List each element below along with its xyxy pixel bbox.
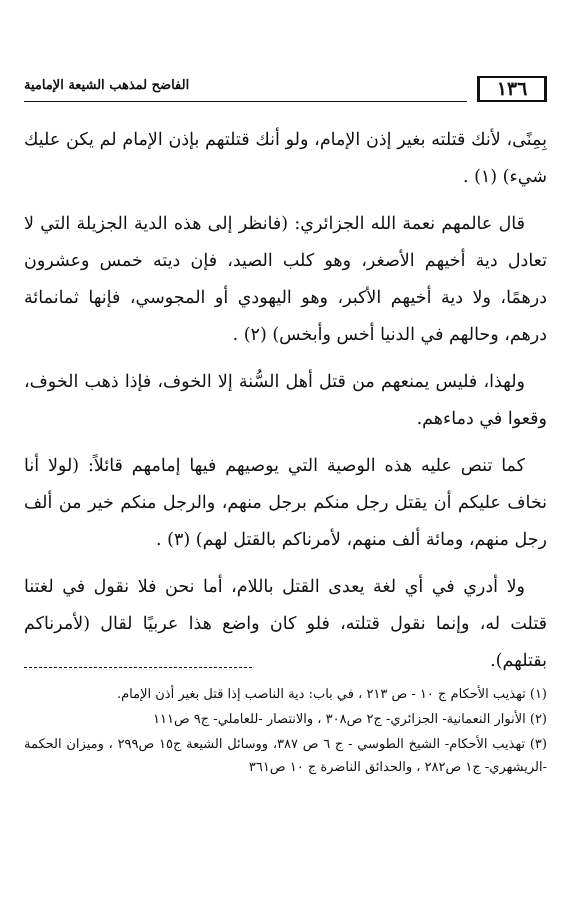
- page-number: ١٣٦: [477, 76, 547, 102]
- paragraph: بِمِنًى، لأنك قتلته بغير إذن الإمام، ولو أنك قتلتهم بإذن الإمام لم يكن عليك شيء) (١) .: [24, 130, 547, 187]
- footnote: (٢) الأنوار النعمانية- الجزائري- ج٢ ص٣٠٨ ، والانتصار -للعاملي- ج٩ ص١١١: [152, 712, 547, 727]
- running-header: [24, 76, 547, 104]
- footnote: (١) تهذيب الأحكام ج ١٠ - ص ٢١٣ ، في باب: دية الناصب إذا قتل بغير أذن الإمام.: [116, 687, 547, 702]
- footnotes: [24, 683, 547, 781]
- running-title: الفاضح لمذهب الشيعة الإمامية: [24, 78, 190, 93]
- paragraph: قال عالمهم نعمة الله الجزائري: (فانظر إلى هذه الدية الجزيلة التي لا تعادل دية أخيهم الأصغر، وهو كلب الصيد، فإن ديته خمس وعشرون درهمًا، ولا دية أخيهم الأكبر، وهو اليهودي أو المجوسي، فإنها ثمانمائة درهم، وحالهم في الدنيا أخس وأبخس) (٢) .: [24, 214, 547, 345]
- paragraph: كما تنص عليه هذه الوصية التي يوصيهم فيها إمامهم قائلاً: (لولا أنا نخاف عليكم أن يقتل رجل منكم برجل منهم، والرجل منكم خير من ألف رجل منهم، ومائة ألف منهم، لأمرناكم بالقتل لهم) (٣) .: [24, 456, 547, 550]
- footnote: (٣) تهذيب الأحكام- الشيخ الطوسي - ج ٦ ص ٣٨٧، ووسائل الشيعة ج١٥ ص٢٩٩ ، وميزان الحكمة -الريشهري- ج١ ص٢٨٢ ، والحدائق الناضرة ج ١٠ ص٣٦١: [24, 737, 547, 775]
- paragraph: ولا أدري في أي لغة يعدى القتل باللام، أما نحن فلا نقول في لغتنا قتلت له، وإنما نقول قتلته، فلو كان واضع هذا عربيًا لقال (لأمرناكم بقتلهم).: [24, 577, 547, 671]
- paragraph: ولهذا، فليس يمنعهم من قتل أهل السُّنة إلا الخوف، فإذا ذهب الخوف، وقعوا في دماءهم.: [24, 372, 547, 429]
- header-rule: [24, 101, 467, 102]
- footnote-separator: [24, 667, 252, 668]
- main-text: [24, 122, 547, 690]
